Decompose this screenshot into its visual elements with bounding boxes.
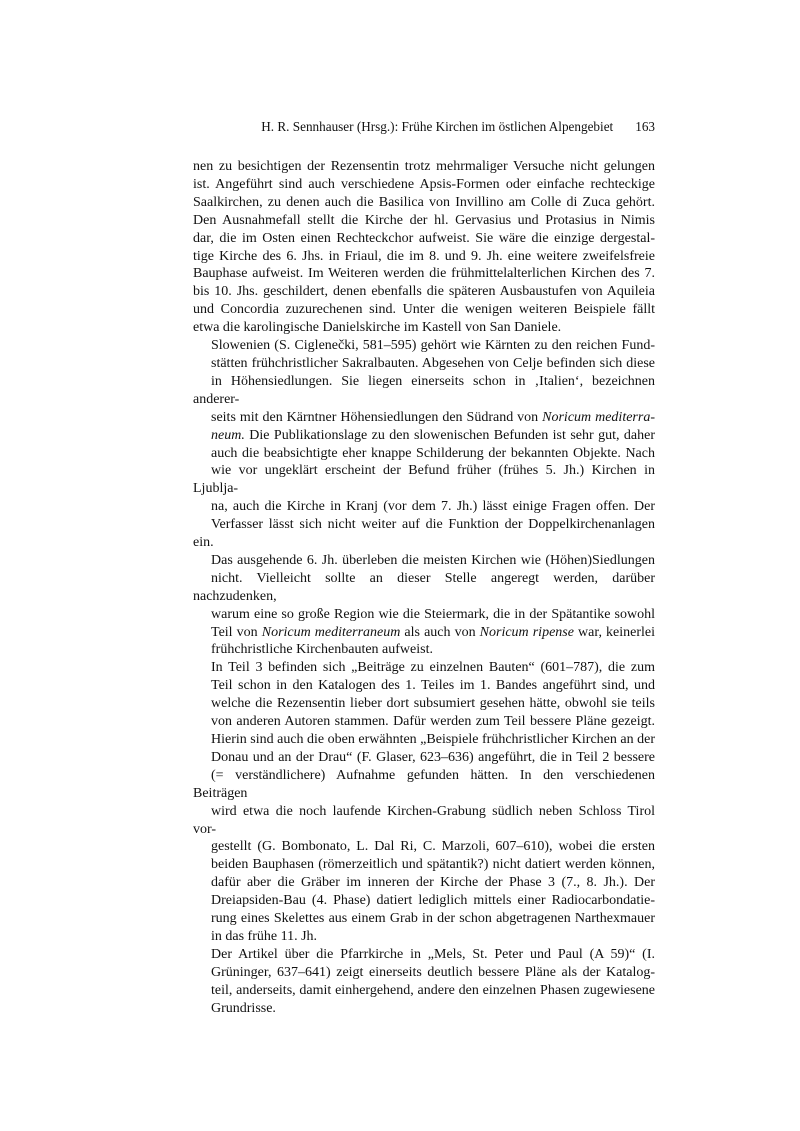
- text-line: [193, 248, 655, 266]
- text-line: [193, 677, 655, 695]
- text-segment: beiden Bauphasen (römerzeitlich und spätantik?) nicht datiert werden können,: [211, 857, 655, 873]
- text-segment: Dreiapsiden-Bau (4. Phase) datiert lediglich mittels einer Radiocarbondatie-: [211, 893, 655, 909]
- text-line: [193, 498, 655, 516]
- text-segment: teil, anderseits, damit einhergehend, andere den einzelnen Phasen zugewiesene: [211, 982, 655, 998]
- text-segment: auch die beabsichtigte eher knappe Schilderung der bekannten Objekte. Nach: [211, 445, 655, 461]
- text-line: [193, 445, 655, 463]
- text-segment: dafür aber die Gräber im inneren der Kirche der Phase 3 (7., 8. Jh.). Der: [211, 875, 655, 891]
- text-segment: ist. Angeführt sind auch verschiedene Apsis-Formen oder einfache rechteckige: [193, 176, 655, 192]
- text-line: [193, 355, 655, 373]
- text-segment: frühchristliche Kirchenbauten aufweist.: [211, 642, 433, 658]
- text-segment: Teil von: [211, 624, 262, 640]
- text-segment: wie vor ungeklärt erscheint der Befund früher (frühes 5. Jh.) Kirchen in Ljublja-: [193, 463, 655, 497]
- text-segment: Bauphase aufweist. Im Weiteren werden die frühmittelalterlichen Kirchen des 7.: [193, 266, 655, 282]
- text-line: [193, 731, 655, 749]
- italic-text: neum.: [211, 427, 245, 443]
- text-line: [193, 892, 655, 910]
- text-line: [193, 427, 655, 445]
- text-line: [193, 749, 655, 767]
- text-line: [193, 409, 655, 427]
- text-segment: in das frühe 11. Jh.: [211, 928, 318, 944]
- text-line: [193, 910, 655, 928]
- text-line: [193, 946, 655, 964]
- text-line: [193, 373, 655, 409]
- text-line: [193, 964, 655, 982]
- text-line: [193, 212, 655, 230]
- text-segment: rung eines Skelettes aus einem Grab in der schon abgetragenen Narthexmauer: [211, 911, 655, 927]
- italic-text: Noricum ripense: [479, 624, 574, 640]
- text-segment: Die Publikationslage zu den slowenischen Befunden ist sehr gut, daher: [244, 427, 655, 443]
- text-line: [193, 158, 655, 176]
- text-segment: In Teil 3 befinden sich „Beiträge zu einzelnen Bauten“ (601–787), die zum: [211, 660, 655, 676]
- italic-text: Noricum mediterraneum: [261, 624, 401, 640]
- text-line: [193, 516, 655, 552]
- text-segment: gestellt (G. Bombonato, L. Dal Ri, C. Marzoli, 607–610), wobei die ersten: [211, 839, 655, 855]
- text-segment: Den Ausnahmefall stellt die Kirche der hl. Gervasius und Protasius in Nimis: [193, 212, 655, 228]
- text-segment: tige Kirche des 6. Jhs. in Friaul, die im 8. und 9. Jh. eine weitere zweifelsfreie: [193, 248, 655, 264]
- text-segment: von anderen Autoren stammen. Dafür werden zum Teil bessere Pläne gezeigt.: [211, 714, 655, 730]
- text-segment: Verfasser lässt sich nicht weiter auf die Funktion der Doppelkirchenanlagen ein.: [193, 517, 655, 551]
- page: [193, 118, 655, 1018]
- text-segment: wird etwa die noch laufende Kirchen-Grabung südlich neben Schloss Tirol vor-: [193, 803, 655, 837]
- text-line: [193, 624, 655, 642]
- text-segment: Donau und an der Drau“ (F. Glaser, 623–636) angeführt, die in Teil 2 bessere: [211, 749, 655, 765]
- text-line: [193, 803, 655, 839]
- text-line: [193, 230, 655, 248]
- paragraph: [193, 946, 655, 1018]
- text-line: [193, 194, 655, 212]
- text-line: [193, 641, 655, 659]
- text-line: [193, 552, 655, 570]
- text-segment: (= verständlichere) Aufnahme gefunden hätten. In den verschiedenen Beiträgen: [193, 767, 655, 801]
- text-line: [193, 606, 655, 624]
- text-segment: warum eine so große Region wie die Steiermark, die in der Spätantike sowohl: [211, 606, 655, 622]
- text-segment: Saalkirchen, zu denen auch die Basilica von Invillino am Colle di Zuca gehört.: [193, 194, 655, 210]
- text-segment: Hierin sind auch die oben erwähnten „Beispiele frühchristlicher Kirchen an der: [211, 732, 655, 747]
- text-segment: bis 10. Jhs. geschildert, denen ebenfalls die späteren Ausbaustufen von Aquileia: [193, 284, 655, 300]
- text-line: [193, 570, 655, 606]
- text-segment: als auch von: [400, 624, 480, 640]
- text-line: [193, 265, 655, 283]
- italic-text: Noricum mediterra-: [542, 409, 655, 425]
- text-segment: Grüninger, 637–641) zeigt einerseits deutlich bessere Pläne als der Katalog-: [211, 964, 655, 980]
- text-line: [193, 301, 655, 319]
- text-segment: und Concordia zuzurechenen sind. Unter die wenigen weiteren Beispiele fällt: [193, 302, 655, 318]
- text-line: [193, 982, 655, 1000]
- text-segment: dar, die im Osten einen Rechteckchor aufweist. Sie wäre die einzige dergestal-: [193, 230, 655, 246]
- text-segment: nicht. Vielleicht sollte an dieser Stelle angeregt werden, darüber nachzudenken,: [193, 570, 655, 604]
- text-segment: in Höhensiedlungen. Sie liegen einerseits schon in ‚Italien‘, bezeichnen anderer-: [193, 373, 655, 407]
- text-line: [193, 695, 655, 713]
- text-segment: welche die Rezensentin lieber dort subsumiert gesehen hätte, obwohl sie teils: [211, 696, 655, 712]
- text-segment: Das ausgehende 6. Jh. überleben die meisten Kirchen wie (Höhen)Siedlungen: [211, 552, 655, 568]
- text-segment: Grundrisse.: [211, 1000, 276, 1016]
- text-segment: stätten frühchristlicher Sakralbauten. Abgesehen von Celje befinden sich diese: [211, 355, 655, 371]
- text-segment: etwa die karolingische Danielskirche im Kastell von San Daniele.: [193, 320, 562, 336]
- text-line: [193, 283, 655, 301]
- text-segment: war, keinerlei: [573, 624, 656, 640]
- page-number: 163: [635, 119, 655, 134]
- text-line: [193, 874, 655, 892]
- running-title: H. R. Sennhauser (Hrsg.): Frühe Kirchen im östlichen Alpengebiet: [261, 119, 614, 134]
- text-segment: nen zu besichtigen der Rezensentin trotz mehrmaliger Versuche nicht gelungen: [193, 159, 655, 174]
- text-line: [193, 1000, 655, 1018]
- text-line: [193, 713, 655, 731]
- text-segment: Teil schon in den Katalogen des 1. Teiles im 1. Bandes angeführt sind, und: [211, 678, 655, 694]
- paragraph: [193, 337, 655, 659]
- text-segment: na, auch die Kirche in Kranj (vor dem 7. Jh.) lässt einige Fragen offen. Der: [211, 499, 655, 515]
- text-segment: Slowenien (S. Ciglenečki, 581–595) gehört wie Kärnten zu den reichen Fund-: [211, 338, 655, 354]
- text-line: [193, 659, 655, 677]
- text-line: [193, 928, 655, 946]
- text-line: [193, 838, 655, 856]
- text-line: [193, 337, 655, 355]
- text-line: [193, 319, 655, 337]
- text-line: [193, 462, 655, 498]
- paragraph: [193, 659, 655, 946]
- body-text: [193, 158, 655, 1018]
- running-header: [193, 118, 655, 136]
- text-line: [193, 767, 655, 803]
- text-segment: Der Artikel über die Pfarrkirche in „Mels, St. Peter und Paul (A 59)“ (I.: [211, 946, 655, 962]
- text-line: [193, 856, 655, 874]
- text-segment: seits mit den Kärntner Höhensiedlungen den Südrand von: [211, 409, 543, 425]
- text-line: [193, 176, 655, 194]
- paragraph: [193, 158, 655, 337]
